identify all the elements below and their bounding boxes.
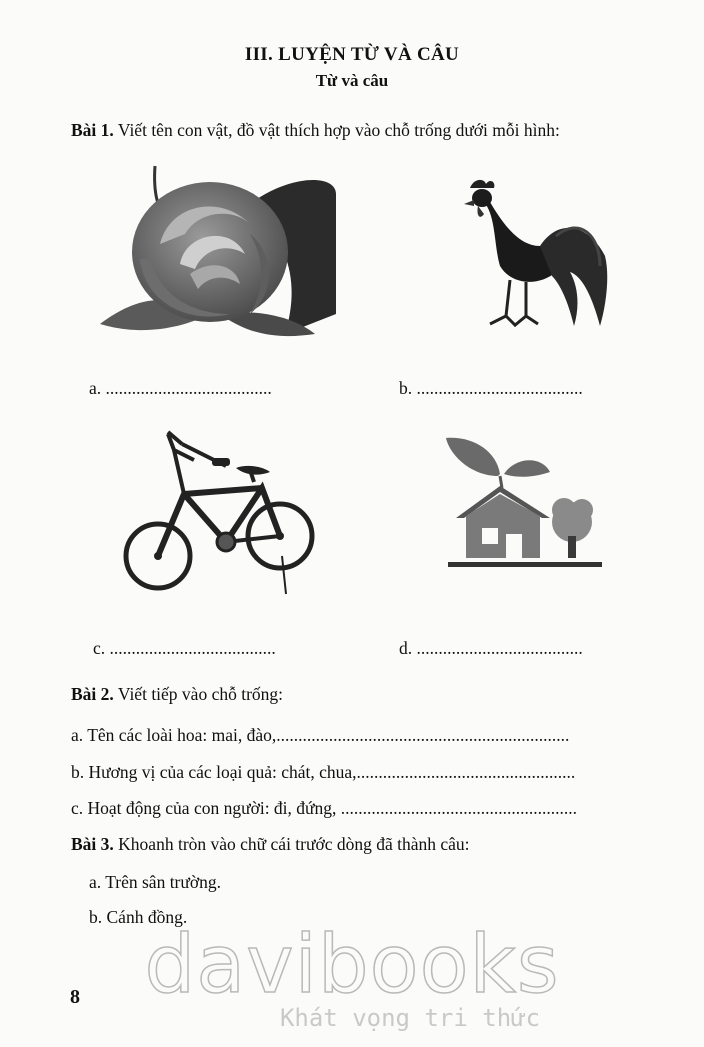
bai2-instruction: Viết tiếp vào chỗ trống: bbox=[117, 684, 284, 704]
bai2-line-b[interactable]: b. Hương vị của các loại quả: chát, chua,.................................................. bbox=[71, 762, 576, 782]
bai1-answer-c bbox=[93, 638, 276, 659]
bai3-instruction: Khoanh tròn vào chữ cái trước dòng đã thành câu: bbox=[118, 834, 470, 854]
bai3-label: Bài 3. bbox=[71, 834, 114, 854]
item-letter: c. bbox=[93, 638, 106, 658]
bai1-answer-d bbox=[399, 638, 583, 659]
section-title: III. LUYỆN TỪ VÀ CÂU bbox=[244, 44, 460, 65]
answer-blank[interactable]: ...................................... bbox=[105, 378, 272, 398]
rose-image bbox=[100, 164, 336, 342]
answer-blank[interactable]: ...................................... bbox=[109, 638, 276, 658]
bai3-option-a[interactable]: a. Trên sân trường. bbox=[89, 872, 222, 892]
bai3-heading bbox=[71, 834, 470, 855]
answer-blank[interactable]: ...................................... bbox=[416, 378, 583, 398]
watermark-tagline: Khát vọng tri thức bbox=[279, 1004, 541, 1032]
item-letter: d. bbox=[399, 638, 413, 658]
watermark-brand: davibooks bbox=[144, 918, 560, 1011]
bicycle-image bbox=[122, 424, 318, 596]
item-letter: b. bbox=[399, 378, 413, 398]
bai1-answer-a bbox=[89, 378, 272, 399]
rooster-image bbox=[460, 176, 610, 334]
answer-blank[interactable]: ...................................... bbox=[416, 638, 583, 658]
item-letter: a. bbox=[89, 378, 102, 398]
bai2-line-c[interactable]: c. Hoạt động của con người: đi, đứng, ...................................................... bbox=[71, 798, 578, 818]
bai1-label: Bài 1. bbox=[71, 120, 114, 140]
bai2-label: Bài 2. bbox=[71, 684, 114, 704]
bai3-option-b[interactable]: b. Cánh đồng. bbox=[89, 907, 188, 927]
bai2-line-a[interactable]: a. Tên các loài hoa: mai, đào,................................................................... bbox=[71, 725, 570, 745]
section-subtitle: Từ và câu bbox=[315, 71, 389, 90]
page-number: 8 bbox=[70, 986, 80, 1008]
bai2-heading bbox=[71, 684, 283, 705]
bai1-instruction: Viết tên con vật, đồ vật thích hợp vào chỗ trống dưới mỗi hình: bbox=[117, 120, 560, 140]
house-tree-icon bbox=[442, 436, 606, 574]
bai1-heading bbox=[71, 120, 560, 141]
bai1-answer-b bbox=[399, 378, 583, 399]
